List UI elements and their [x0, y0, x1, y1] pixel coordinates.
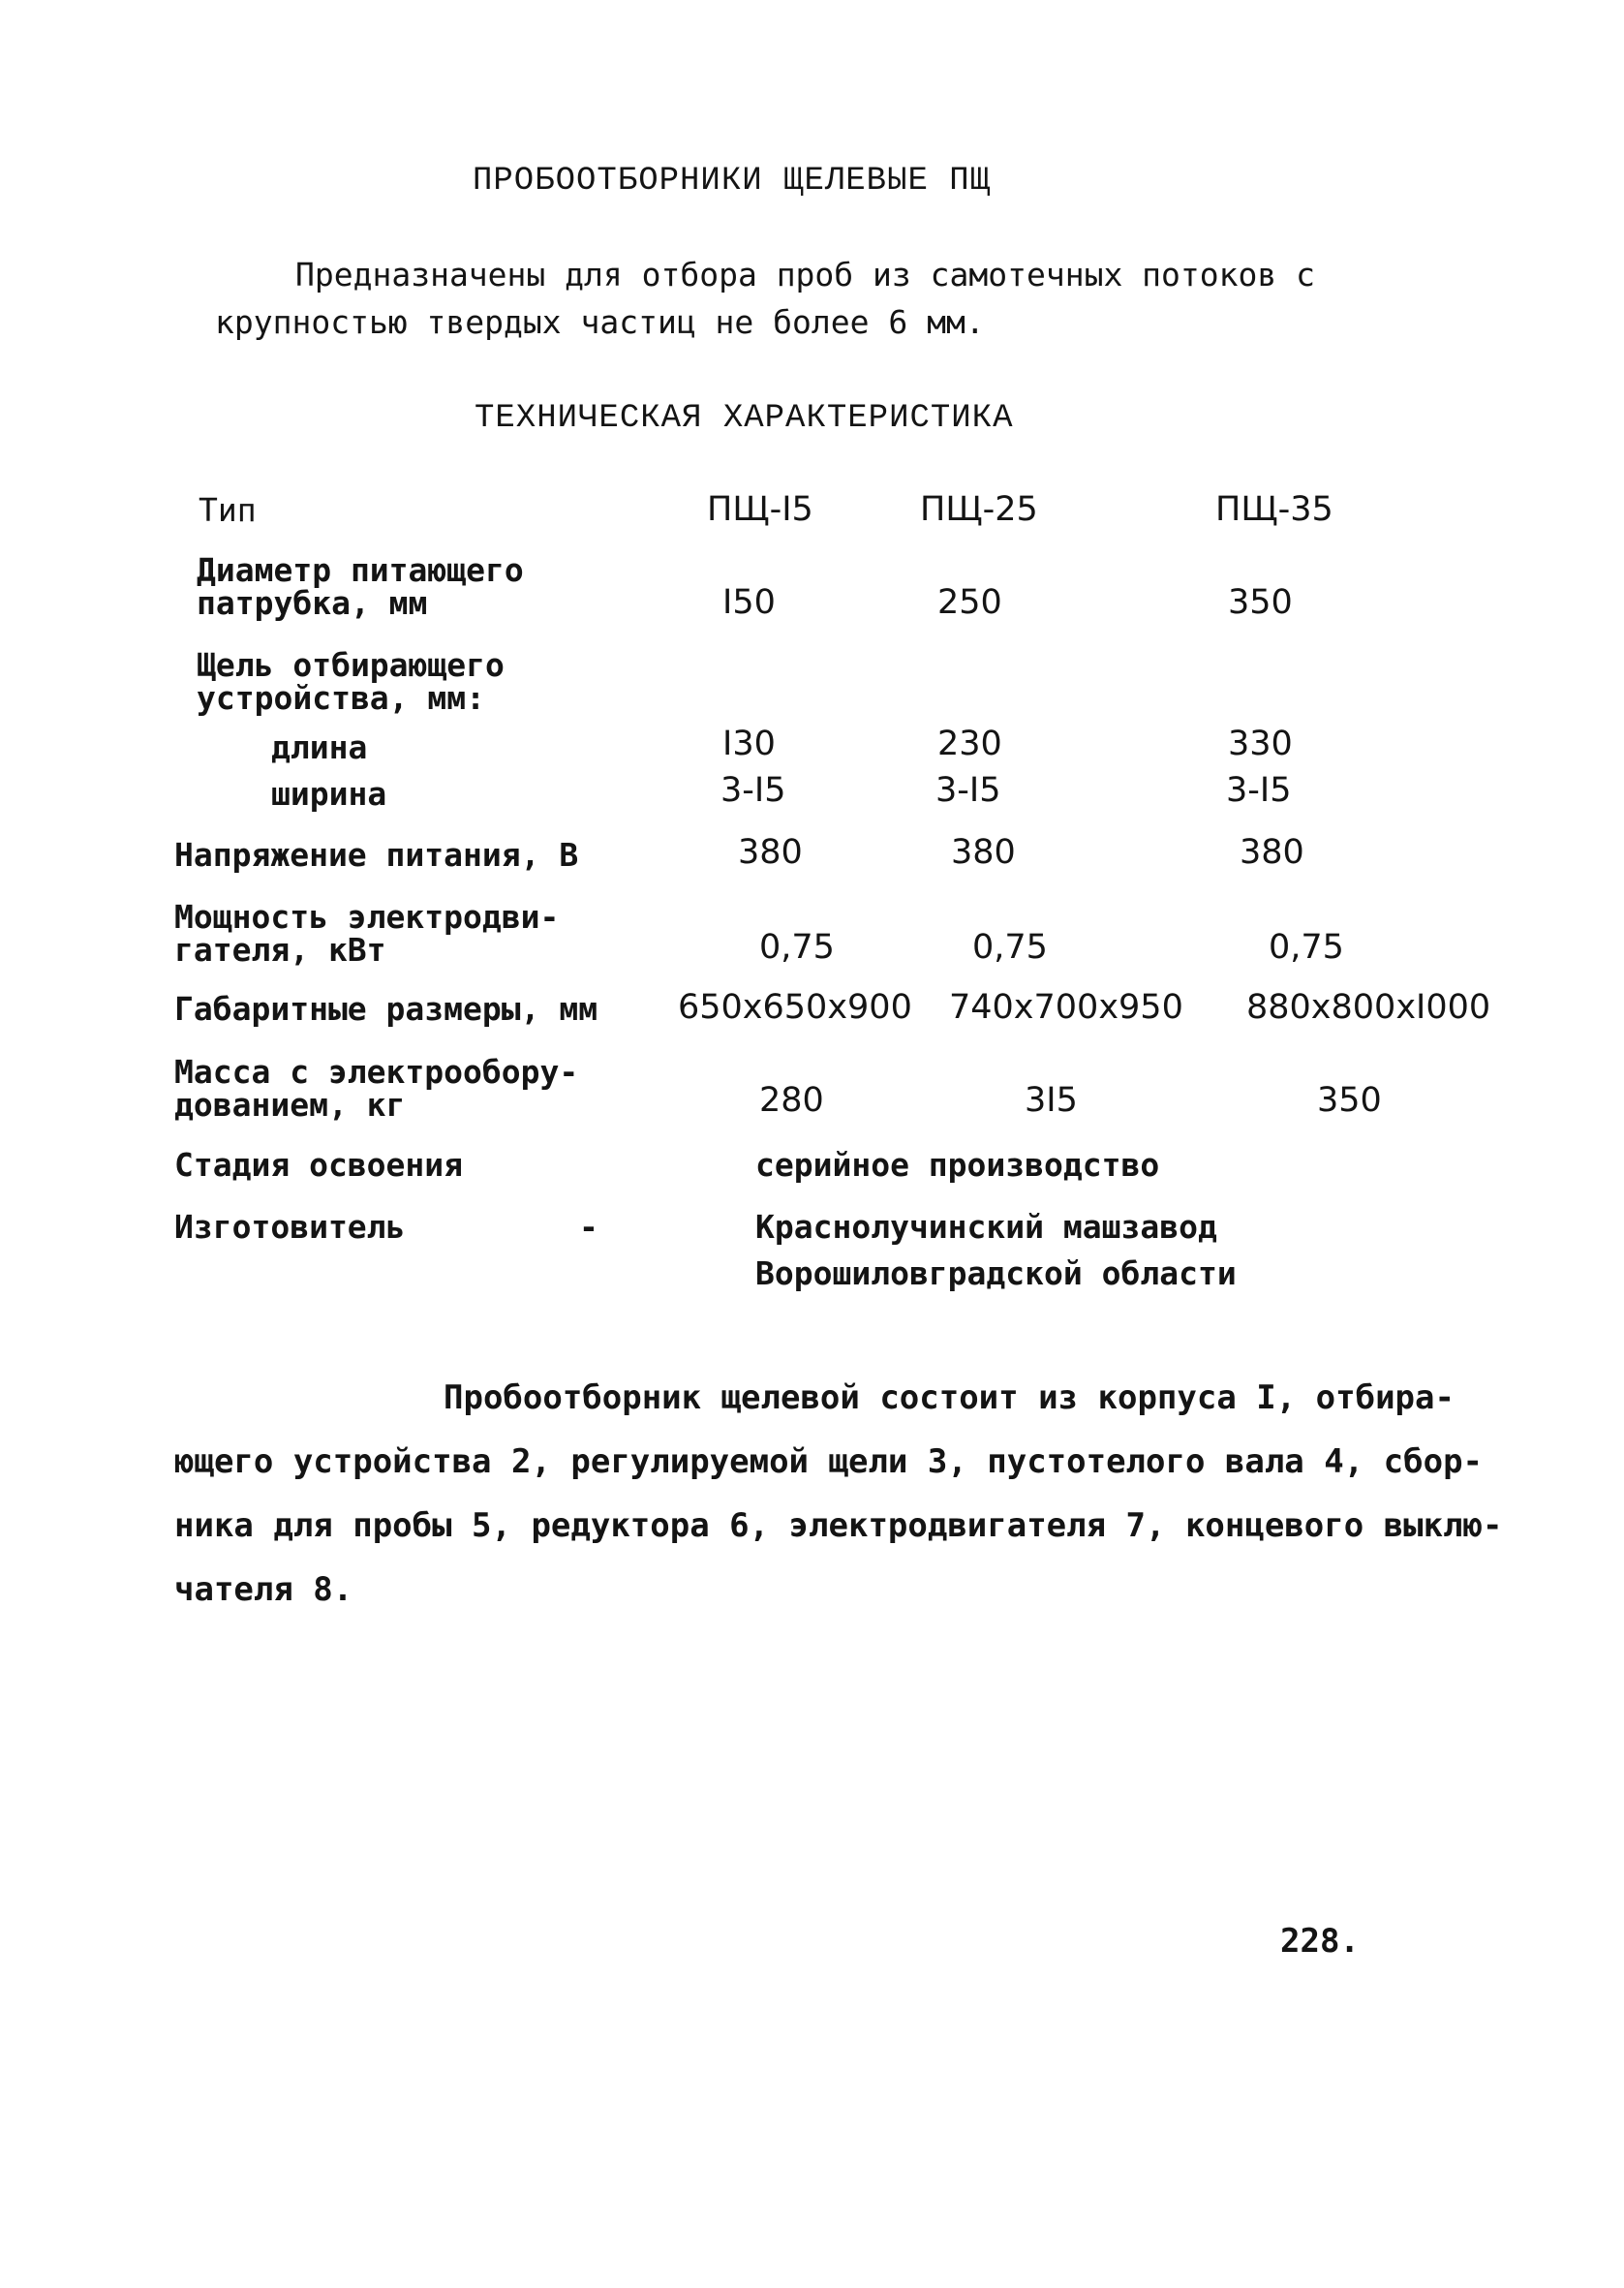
voltage-value-2: 380 — [951, 833, 1016, 872]
width-value-1: 3-I5 — [720, 771, 786, 810]
voltage-label: Напряжение питания, В — [174, 836, 579, 874]
dims-label: Габаритные размеры, мм — [174, 990, 598, 1028]
mass-value-2: 3I5 — [1025, 1081, 1078, 1120]
maker-line-1: Краснолучинский машзавод — [755, 1208, 1217, 1246]
description-line-3: ника для пробы 5, редуктора 6, электродвигателя 7, концевого выклю- — [174, 1506, 1503, 1545]
diameter-value-1: I50 — [722, 583, 776, 622]
purpose-line-1: Предназначены для отбора проб из самотечных потоков с — [295, 256, 1315, 294]
voltage-value-3: 380 — [1240, 833, 1304, 872]
power-value-1: 0,75 — [759, 928, 835, 967]
type-value-2: ПЩ-25 — [920, 490, 1038, 529]
power-label-line-1: Мощность электродви- — [174, 898, 560, 936]
length-label: длина — [271, 728, 368, 766]
type-value-3: ПЩ-35 — [1215, 490, 1333, 529]
tech-heading: ТЕХНИЧЕСКАЯ ХАРАКТЕРИСТИКА — [475, 400, 1014, 437]
purpose-line-2: крупностью твердых частиц не более 6 мм. — [215, 303, 985, 341]
description-line-2: ющего устройства 2, регулируемой щели 3, пустотелого вала 4, сбор- — [174, 1442, 1484, 1481]
description-line-4: чателя 8. — [174, 1570, 353, 1609]
stage-value: серийное производство — [755, 1146, 1160, 1184]
diameter-value-2: 250 — [937, 583, 1002, 622]
mass-value-1: 280 — [759, 1081, 824, 1120]
mass-label-line-1: Масса с электрообору- — [174, 1053, 579, 1091]
maker-line-2: Ворошиловградской области — [755, 1254, 1237, 1292]
type-label: Тип — [199, 491, 257, 529]
slot-label-line-1: Щель отбирающего — [197, 646, 505, 684]
dims-value-1: 650x650x900 — [678, 988, 912, 1027]
width-label: ширина — [271, 775, 387, 813]
width-value-2: 3-I5 — [935, 771, 1001, 810]
power-value-2: 0,75 — [972, 928, 1048, 967]
power-value-3: 0,75 — [1269, 928, 1344, 967]
maker-dash: - — [579, 1208, 598, 1246]
length-value-1: I30 — [722, 725, 776, 763]
length-value-3: 330 — [1228, 725, 1293, 763]
mass-value-3: 350 — [1317, 1081, 1382, 1120]
page-number: 228. — [1280, 1922, 1360, 1961]
stage-label: Стадия освоения — [174, 1146, 464, 1184]
diameter-label-line-2: патрубка, мм — [197, 584, 428, 622]
slot-label-line-2: устройства, мм: — [197, 679, 486, 717]
voltage-value-1: 380 — [738, 833, 803, 872]
dims-value-2: 740x700x950 — [949, 988, 1183, 1027]
page-title: ПРОБООТБОРНИКИ ЩЕЛЕВЫЕ ПЩ — [473, 163, 992, 200]
dims-value-3: 880x800xI000 — [1246, 988, 1491, 1027]
description-line-1: Пробоотборник щелевой состоит из корпуса I, отбира- — [444, 1378, 1455, 1417]
mass-label-line-2: дованием, кг — [174, 1086, 406, 1124]
length-value-2: 230 — [937, 725, 1002, 763]
power-label-line-2: гателя, кВт — [174, 931, 386, 969]
width-value-3: 3-I5 — [1226, 771, 1292, 810]
maker-label: Изготовитель — [174, 1208, 406, 1246]
type-value-1: ПЩ-I5 — [707, 490, 813, 529]
diameter-value-3: 350 — [1228, 583, 1293, 622]
diameter-label-line-1: Диаметр питающего — [197, 551, 524, 589]
